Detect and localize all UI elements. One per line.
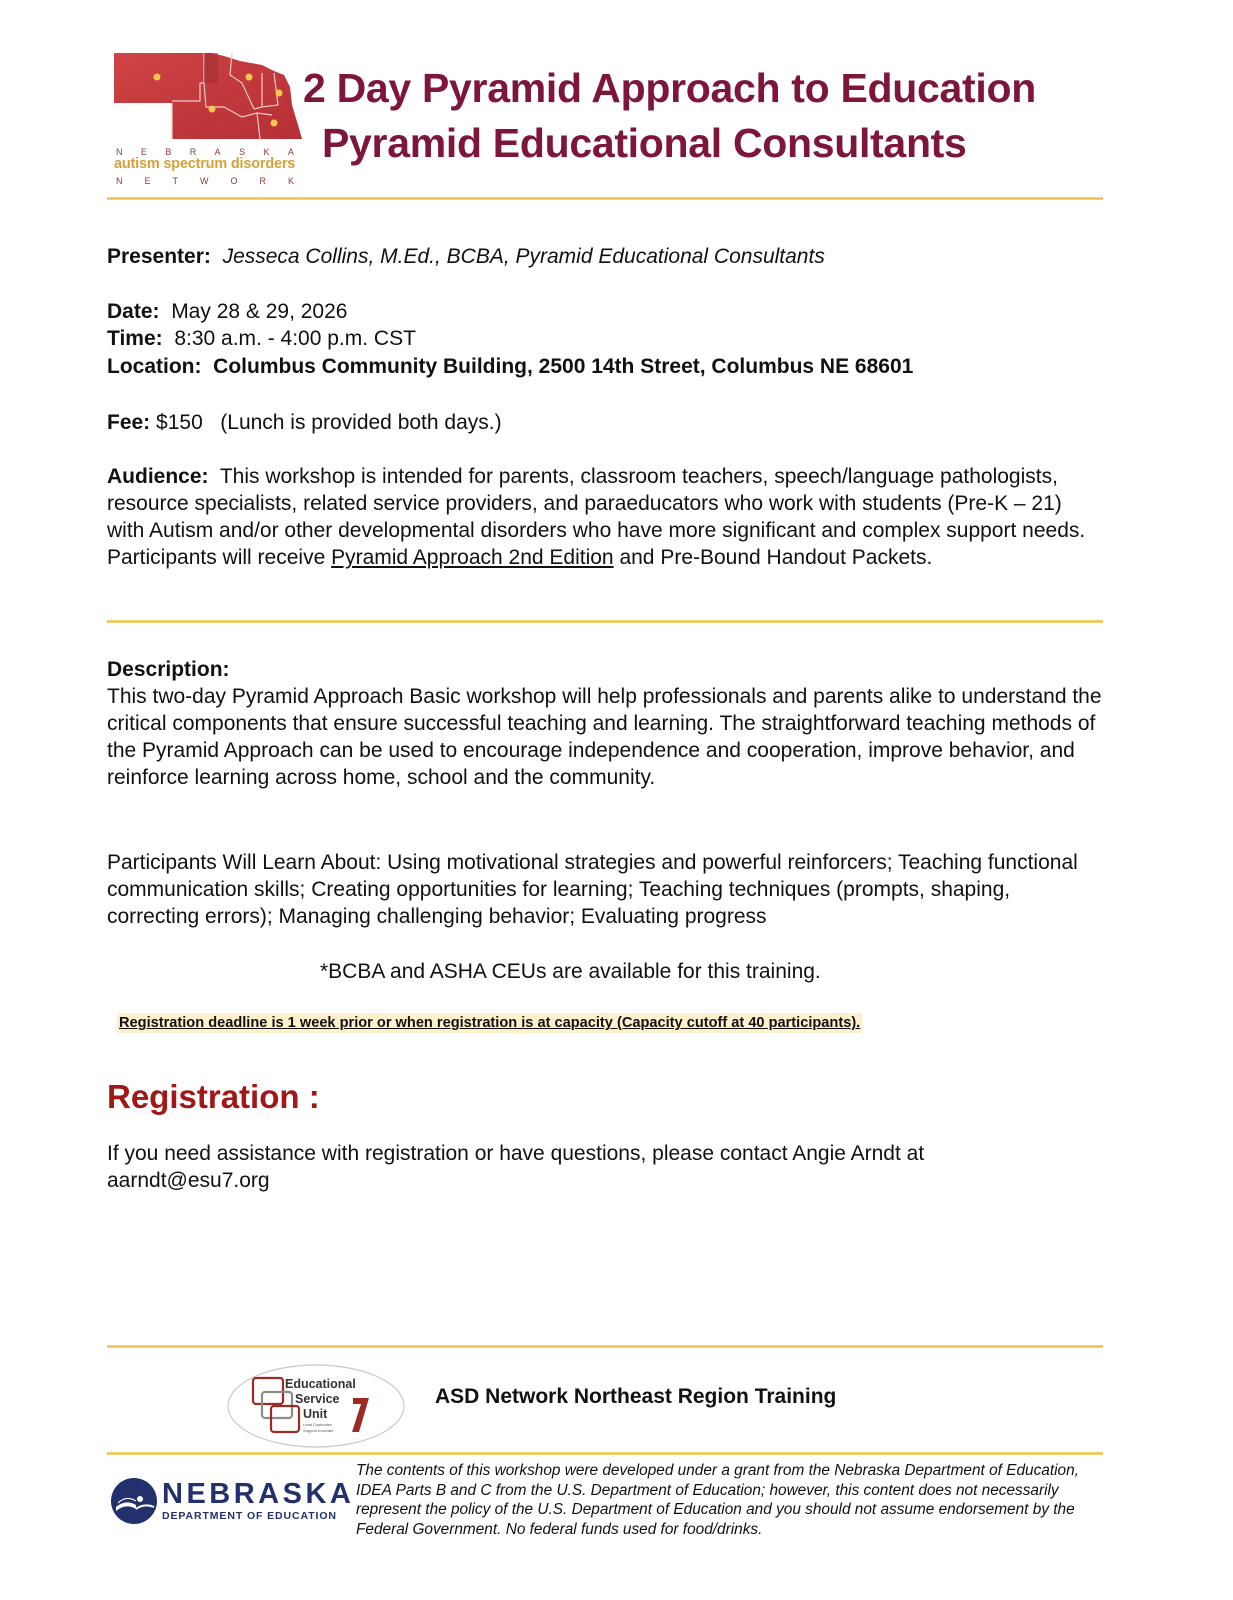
presenter-line xyxy=(107,243,825,270)
esu-tagline1: Lead Customize xyxy=(303,1422,332,1427)
nde-wordmark: NEBRASKA xyxy=(162,1478,355,1510)
audience-tail: and Pre-Bound Handout Packets. xyxy=(613,546,933,569)
contact-email[interactable]: aarndt@esu7.org xyxy=(107,1169,270,1192)
logo-letter: N xyxy=(116,176,123,186)
logo-letter: K xyxy=(287,176,294,186)
logo-letter: T xyxy=(172,176,178,186)
nde-subtitle: DEPARTMENT OF EDUCATION xyxy=(162,1510,337,1522)
nebraska-map-icon xyxy=(112,47,302,143)
logo-letter: S xyxy=(239,147,246,157)
esu7-logo xyxy=(227,1364,405,1448)
divider xyxy=(107,620,1103,623)
logo-letter: R xyxy=(189,147,197,157)
logo-letter: B xyxy=(165,147,172,157)
ceu-note: *BCBA and ASHA CEUs are available for this training. xyxy=(320,960,821,983)
logo-letter: O xyxy=(230,176,238,186)
description-label: Description: xyxy=(107,658,230,681)
contact-text: If you need assistance with registration or have questions, please contact Angie Arndt at xyxy=(107,1142,925,1165)
logo-letter: W xyxy=(199,176,209,186)
presenter-label: Presenter: xyxy=(107,245,211,268)
date-label: Date: xyxy=(107,300,160,323)
logo-letter: N xyxy=(116,147,123,157)
fee-value: $150 xyxy=(156,411,203,434)
fee-note: (Lunch is provided both days.) xyxy=(220,411,502,434)
logo-network-letters xyxy=(116,176,294,186)
time-line xyxy=(107,325,416,352)
asd-network-logo xyxy=(108,45,303,190)
fee-line xyxy=(107,409,502,436)
divider xyxy=(107,197,1103,200)
esu-line2: Service xyxy=(295,1392,340,1406)
logo-asd-text: autism spectrum disorders xyxy=(114,156,296,172)
registration-heading: Registration : xyxy=(107,1078,320,1115)
time-value: 8:30 a.m. - 4:00 p.m. CST xyxy=(174,327,416,350)
audience-paragraph xyxy=(107,463,1102,571)
logo-letter: R xyxy=(259,176,266,186)
logo-letter: A xyxy=(214,147,221,157)
location-label: Location: xyxy=(107,355,202,378)
description-text: This two-day Pyramid Approach Basic workshop will help professionals and parents alike to understand the critical components that ensure successful teaching and learning. The straightforward teaching methods of the Pyramid Approach can be used to encourage independence and cooperation, improve behavior, and reinforce learning across home, school and the community. xyxy=(107,685,1102,789)
region-training-label: ASD Network Northeast Region Training xyxy=(435,1385,837,1408)
page-subtitle: Pyramid Educational Consultants xyxy=(322,120,967,166)
book-link[interactable]: Pyramid Approach 2nd Edition xyxy=(331,546,614,569)
divider xyxy=(107,1345,1103,1348)
esu-tagline2: Support Innovate xyxy=(303,1428,334,1433)
presenter-value: Jesseca Collins, M.Ed., BCBA, Pyramid Educational Consultants xyxy=(222,245,825,268)
registration-deadline-notice: Registration deadline is 1 week prior or when registration is at capacity (Capacity cutoff at 40 participants). xyxy=(119,1015,861,1031)
esu-line3: Unit xyxy=(303,1407,328,1421)
esu-line1: Educational xyxy=(285,1377,356,1391)
time-label: Time: xyxy=(107,327,163,350)
audience-label: Audience: xyxy=(107,465,209,488)
page-title: 2 Day Pyramid Approach to Education xyxy=(303,65,1036,111)
logo-letter: E xyxy=(140,147,147,157)
audience-text: This workshop is intended for parents, classroom teachers, speech/language pathologists, resource specialists, related service providers, and paraeducators who work with students (Pre-K – 21) with Autism and/or other developmental disorders who have more significant and complex support needs. Participants will receive xyxy=(107,465,1086,569)
date-value: May 28 & 29, 2026 xyxy=(171,300,348,323)
divider xyxy=(107,1452,1103,1455)
registration-contact xyxy=(107,1140,1102,1194)
fee-label: Fee: xyxy=(107,411,151,434)
location-line xyxy=(107,353,913,380)
location-value: Columbus Community Building, 2500 14th Street, Columbus NE 68601 xyxy=(213,355,914,378)
funding-disclaimer: The contents of this workshop were developed under a grant from the Nebraska Department of Education, IDEA Parts B and C from the U.S. Department of Education; however, this content does not necessarily represent the policy of the U.S. Department of Education and you should not assume endorsement by the Federal Government. No federal funds used for food/drinks. xyxy=(356,1462,1079,1538)
nde-emblem-icon xyxy=(110,1477,158,1525)
learning-topics: Participants Will Learn About: Using motivational strategies and powerful reinforcers; Teaching functional communication skills; Creating opportunities for learning; Teaching techniques (prompts, shaping, correcting errors); Managing challenging behavior; Evaluating progress xyxy=(107,851,1078,928)
logo-letter: E xyxy=(144,176,151,186)
logo-letter: A xyxy=(287,147,294,157)
logo-letter: K xyxy=(263,147,270,157)
date-line xyxy=(107,298,347,325)
